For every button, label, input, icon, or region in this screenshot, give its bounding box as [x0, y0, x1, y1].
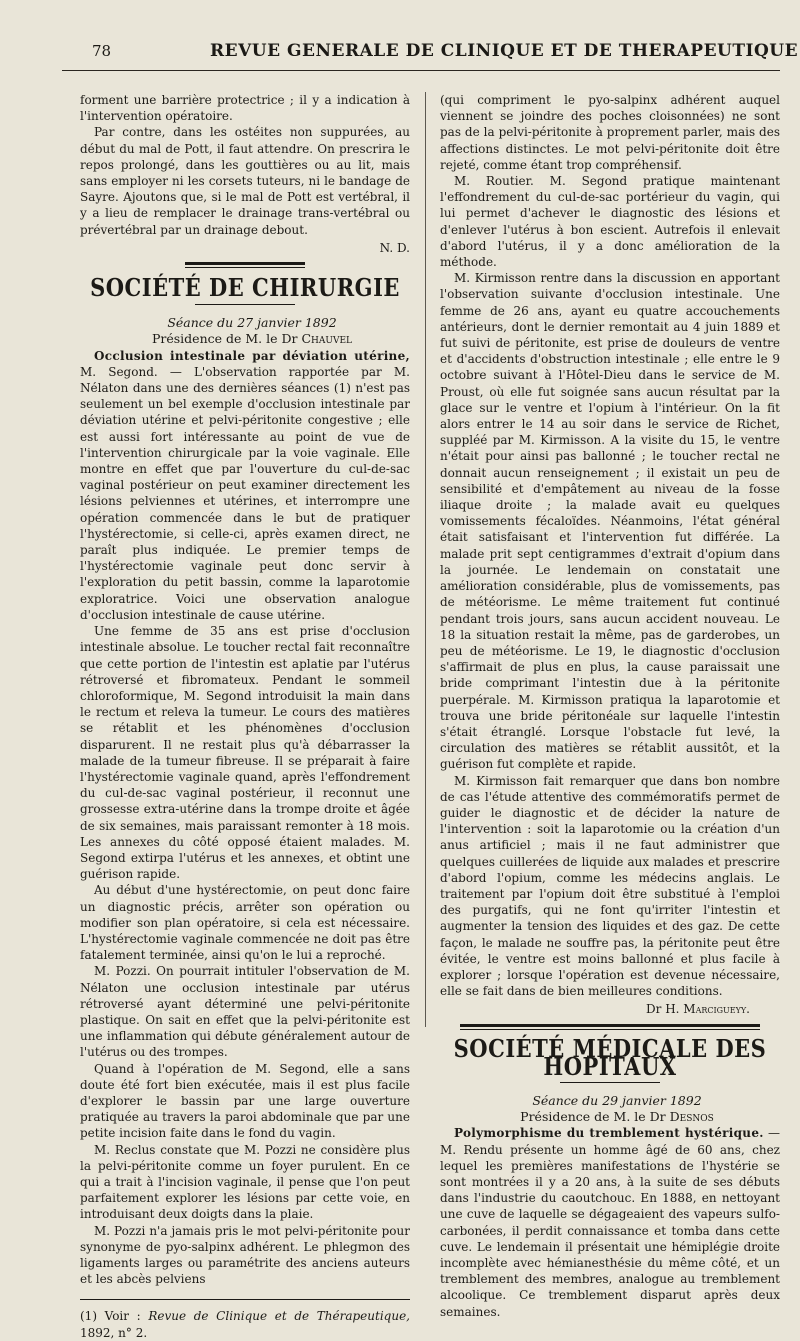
- presidence: [80, 331, 410, 347]
- article-text: — M. Rendu présente un homme âgé de 60 ans, chez lequel les premières manifestations de l'hystérie se sont montrées il y a 20 ans, à la suite de ses débuts dans l'industrie du caoutchouc. En 1888, en nettoyant une cuve de laquelle se dégageaient des vapeurs sulfo-carbonées, il perdit connaissance et tomba dans cette cuve. Le lendemain il présentait une hémiplégie droite incomplète avec hémianesthésie du même côté, et un tremblement des membres, analogue au tremblement alcoolique. Ce tremblement disparut après deux semaines.: [440, 1126, 780, 1319]
- society-title: SOCIÉTÉ MÉDICALE DES HOPITAUX: [453, 1033, 767, 1081]
- president-name: Chauvel: [301, 331, 353, 347]
- title-underline: [195, 304, 295, 305]
- left-paragraph: M. Pozzi. On pourrait intituler l'observation de M. Nélaton une occlusion intestinale par utérus rétroversé ayant déterminé une pelvi-péritonite plastique. On sait en effet que la pelvi-péritonite est une inflammation qui débute généralement autour de l'utérus ou des trompes.: [80, 964, 410, 1060]
- signature: N. D.: [379, 240, 410, 255]
- presidence: [440, 1109, 780, 1125]
- right-column: [440, 92, 780, 1320]
- signature-prefix: Dr H.: [646, 1002, 684, 1017]
- session-date: Séance du 29 janvier 1892: [532, 1092, 702, 1108]
- society-title: SOCIÉTÉ DE CHIRURGIE: [90, 273, 400, 302]
- header-rule: [62, 70, 780, 71]
- article-runhead: Polymorphisme du tremblement hystérique.: [454, 1126, 764, 1141]
- left-paragraph: Quand à l'opération de M. Segond, elle a sans doute été fort bien exécutée, mais il est plus facile d'explorer le bassin par une large ouverture pratiquée au travers la paroi abdominale que par une petite incision faite dans le fond du vagin.: [80, 1061, 410, 1141]
- left-paragraph: forment une barrière protectrice ; il y a indication à l'intervention opératoire.: [80, 93, 410, 124]
- title-underline: [560, 1082, 660, 1083]
- left-paragraph: Une femme de 35 ans est prise d'occlusion intestinale absolue. Le toucher rectal fait reconnaître que cette portion de l'intestin est aplatie par l'utérus rétroversé et fibromateux. Pendant le sommeil chloroformique, M. Segond introduisit la main dans le rectum et releva la tumeur. Le cours des matières se rétablit et les phénomènes d'occlusion disparurent. Il ne restait plus qu'à débarrasser la malade de la tumeur fibreuse. Il se préparait à faire l'hystérectomie vaginale quand, après l'effondrement du cul-de-sac vaginal postérieur, il reconnut une grossesse extra-utérine dans la trompe droite et âgée de six semaines, mais paraissant remonter à 18 mois. Les annexes du côté opposé étaient malades. M. Segond extirpa l'utérus et les annexes, et obtint une guérison rapide.: [80, 624, 410, 882]
- right-paragraph: (qui compriment le pyo-salpinx adhérent auquel viennent se joindre des poches cloisonnées) ne sont pas de la pelvi-péritonite à proprement parler, mais des affections distinctes. Le mot pelvi-péritonite doit être rejeté, comme étant trop compréhensif.: [440, 93, 780, 172]
- footnote-prefix: (1) Voir :: [80, 1309, 149, 1324]
- presidence-prefix: Présidence de M. le Dr: [151, 331, 302, 347]
- right-paragraph: M. Routier. M. Segond pratique maintenant l'effondrement du cul-de-sac portérieur du vagin, qui lui permet d'achever le diagnostic des lésions et d'enlever l'utérus à bon escient. Autrefois il enlevait d'abord l'utérus, il y a donc amélioration de la méthode.: [440, 174, 780, 270]
- left-paragraph: [80, 348, 410, 623]
- left-paragraph: M. Reclus constate que M. Pozzi ne considère plus la pelvi-péritonite comme un foyer purulent. En ce qui a trait à l'incision vaginale, il pense que l'on peut parfaitement explorer les lésions par cette voie, en introduisant deux doigts dans la plaie.: [80, 1142, 410, 1222]
- session-date: Séance du 27 janvier 1892: [167, 315, 337, 331]
- footnote-suffix: 1892, n° 2.: [80, 1325, 148, 1340]
- column-divider: [425, 92, 426, 1027]
- footnote-title: Revue de Clinique et de Thérapeutique,: [148, 1309, 410, 1324]
- section-separator: [80, 262, 410, 270]
- president-name: Desnos: [669, 1109, 714, 1125]
- left-paragraph: M. Pozzi n'a jamais pris le mot pelvi-péritonite pour synonyme de pyo-salpinx adhérent. Le phlegmon des ligaments larges ou paramétrite des anciens auteurs et les abcès pelviens: [80, 1223, 410, 1287]
- signature: [440, 1001, 780, 1017]
- footnote-rule: [80, 1299, 410, 1300]
- presidence-prefix: Présidence de M. le Dr: [520, 1109, 670, 1125]
- right-paragraph: M. Kirmisson rentre dans la discussion en apportant l'observation suivante d'occlusion intestinale. Une femme de 26 ans, ayant eu quatre accouchements antérieurs, dont le dernier remontait au 4 juin 1889 et fut suivi de péritonite, est prise de douleurs de ventre et d'accidents d'obstruction intestinale ; elle entre le 9 octobre suivant à l'Hôtel-Dieu dans le service de M. Proust, où elle fut soignée sans aucun résultat par la glace sur le ventre et l'opium à l'intérieur. On la fit alors entrer le 14 au soir dans le service de Richet, suppléé par M. Kirmisson. A la visite du 15, le ventre n'était pour ainsi pas ballonné ; le toucher rectal ne donnait aucun renseignement ; il existait un peu de sensibilité et d'empâtement au niveau de la fosse iliaque droite ; la malade avait eu quelques vomissements fécaloïdes. Néanmoins, l'état général était satisfaisant et l'intervention fut différée. La malade prit sept centigrammes d'extrait d'opium dans la journée. Le lendemain on constatait une amélioration considérable, plus de vomissements, pas de météorisme. Le même traitement fut continué pendant trois jours, sans aucun accident nouveau. Le 18 la situation restait la même, pas de garderobes, un peu de météorisme. Le 19, le diagnostic d'occlusion s'affirmait de plus en plus, la cause paraissait une bride comprimant l'intestin due à la péritonite puerpérale. M. Kirmisson pratiqua la laparotomie et trouva une bride péritonéale sur laquelle l'intestin s'était étranglé. Lorsque l'obstacle fut levé, la circulation des matières se rétablit aussitôt, et la guérison fut complète et rapide.: [440, 271, 780, 772]
- article-runhead: Occlusion intestinale par déviation utérine,: [94, 348, 410, 363]
- left-column: [80, 92, 410, 1341]
- left-paragraph: Par contre, dans les ostéites non suppurées, au début du mal de Pott, il faut attendre. On prescrira le repos prolongé, dans les gouttières ou au lit, mais sans employer ni les corsets tuteurs, ni le bandage de Sayre. Ajoutons que, si le mal de Pott est vertébral, il y a lieu de remplacer le drainage trans-vertébral ou prévertébral par un drainage debout.: [80, 125, 410, 237]
- page-header: [92, 40, 799, 62]
- right-paragraph: [440, 1125, 780, 1319]
- right-paragraph: M. Kirmisson fait remarquer que dans bon nombre de cas l'étude attentive des commémoratifs permet de guider le diagnostic et de décider la nature de l'intervention : soit la laparotomie ou la création d'un anus artificiel ; mais il ne faut administrer que quelques cuillerées de liquide aux malades et prescrire d'abord l'opium, comme les médecins anglais. Le traitement par l'opium doit être substitué à l'emploi des purgatifs, qui ne font qu'irriter l'intestin et augmenter la tension des liquides et des gaz. De cette façon, le malade ne souffre pas, la péritonite peut être évitée, le ventre est moins ballonné et plus facile à explorer ; lorsque l'opération est devenue nécessaire, elle se fait dans de bien meilleures conditions.: [440, 773, 780, 999]
- section-separator: [440, 1024, 780, 1032]
- article-text: M. Segond. — L'observation rapportée par M. Nélaton dans une des dernières séances (1) n'est pas seulement un bel exemple d'occlusion intestinale par déviation utérine et pelvi-péritonite congestive ; elle est aussi fort intéressante au point de vue de l'intervention chirurgicale par la voie vaginale. Elle montre en effet que par l'ouverture du cul-de-sac vaginal postérieur on peut examiner directement les lésions pelviennes et utérines, et interrompre une opération commencée dans le but de pratiquer l'hystérectomie, si celle-ci, après examen direct, ne paraît plus indiquée. Le premier temps de l'hystérectomie vaginale peut donc servir à l'exploration du petit bassin, comme la laparotomie exploratrice. Voici une observation analogue d'occlusion intestinale de cause utérine.: [80, 364, 410, 622]
- left-paragraph: Au début d'une hystérectomie, on peut donc faire un diagnostic précis, arrêter son opération ou modifier son plan opératoire, si cela est nécessaire. L'hystérectomie vaginale commencée ne doit pas être fatalement terminée, ainsi qu'on le lui a reproché.: [80, 883, 410, 963]
- running-title: REVUE GENERALE DE CLINIQUE ET DE THERAPEUTIQUE: [210, 41, 799, 61]
- signature-name: Marcigueyy.: [683, 1002, 750, 1017]
- page-number: 78: [92, 42, 112, 60]
- footnote: [80, 1308, 410, 1340]
